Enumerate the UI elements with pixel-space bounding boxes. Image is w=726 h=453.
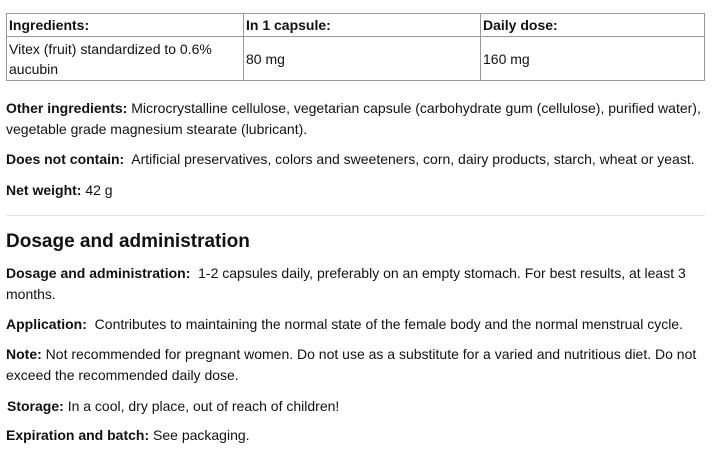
- cell-ingredient-name: Vitex (fruit) standardized to 0.6% aucubin: [7, 37, 244, 81]
- application-label: Application:: [6, 316, 87, 332]
- note: [6, 344, 705, 386]
- other-ingredients-text: Microcrystalline cellulose, vegetarian capsule (carbohydrate gum (cellulose), purified water), vegetable grade magnesium stearate (lubricant).: [6, 100, 701, 137]
- header-daily-dose: Daily dose:: [481, 14, 705, 37]
- table-row: [7, 37, 705, 81]
- ingredients-table: [6, 13, 705, 81]
- header-per-capsule: In 1 capsule:: [244, 14, 481, 37]
- other-ingredients-label: Other ingredients:: [6, 100, 128, 116]
- cell-daily-dose: 160 mg: [481, 37, 705, 81]
- does-not-contain-label: Does not contain:: [6, 151, 125, 167]
- section-divider: [6, 215, 705, 216]
- note-text: Not recommended for pregnant women. Do not use as a substitute for a varied and nutritious diet. Do not exceed the recommended daily dose.: [6, 346, 697, 383]
- dosage-label: Dosage and administration:: [6, 265, 191, 281]
- header-ingredients: Ingredients:: [7, 14, 244, 37]
- dosage-administration: [6, 263, 705, 305]
- table-header-row: [7, 14, 705, 37]
- expiration-text: See packaging.: [153, 427, 250, 443]
- storage-text: In a cool, dry place, out of reach of children!: [67, 398, 340, 414]
- expiration-batch: [6, 425, 705, 446]
- cell-per-capsule: 80 mg: [244, 37, 481, 81]
- does-not-contain-text: Artificial preservatives, colors and sweeteners, corn, dairy products, starch, wheat or yeast.: [131, 151, 695, 167]
- note-label: Note:: [6, 346, 42, 362]
- net-weight-label: Net weight:: [6, 182, 82, 198]
- net-weight: [6, 180, 705, 201]
- storage: [7, 396, 706, 417]
- expiration-label: Expiration and batch:: [6, 427, 150, 443]
- application: [6, 314, 705, 335]
- other-ingredients: [6, 98, 705, 140]
- storage-label: Storage:: [7, 398, 64, 414]
- net-weight-text: 42 g: [85, 182, 113, 198]
- does-not-contain: [6, 149, 705, 170]
- application-text: Contributes to maintaining the normal state of the female body and the normal menstrual cycle.: [94, 316, 683, 332]
- section-heading: Dosage and administration: [6, 231, 250, 252]
- dosage-text: 1-2 capsules daily, preferably on an empty stomach. For best results, at least 3 months.: [6, 265, 686, 302]
